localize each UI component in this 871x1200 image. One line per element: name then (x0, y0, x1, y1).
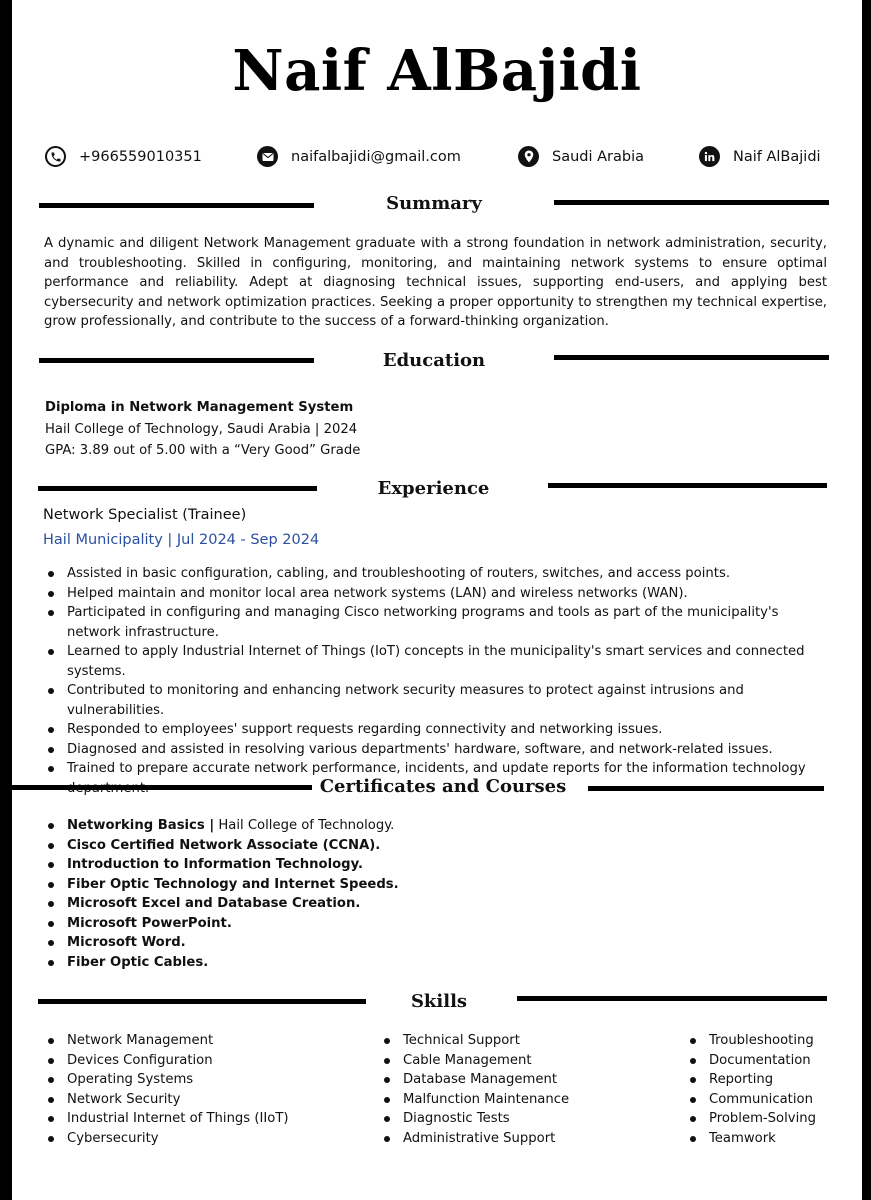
skills-column-1 (43, 1031, 363, 1148)
list-item: Teamwork (685, 1129, 855, 1149)
list-item: Fiber Optic Technology and Internet Speeds. (43, 875, 643, 895)
list-item: Participated in configuring and managing Cisco networking programs and tools as part of the municipality's network infrastructure. (43, 603, 823, 642)
section-title-experience: Experience (377, 478, 490, 499)
experience-bullets (43, 564, 823, 798)
list-item: Network Security (43, 1090, 363, 1110)
email-text[interactable]: naifalbajidi@gmail.com (291, 148, 461, 165)
list-item: Documentation (685, 1051, 855, 1071)
section-rule-right (548, 483, 827, 488)
list-item: Fiber Optic Cables. (43, 953, 643, 973)
list-item: Cisco Certified Network Associate (CCNA). (43, 836, 643, 856)
email-icon (257, 146, 278, 167)
list-item: Problem-Solving (685, 1109, 855, 1129)
certificate-issuer: Hail College of Technology. (214, 818, 395, 833)
section-rule-right (517, 996, 827, 1001)
skills-column-2 (379, 1031, 679, 1148)
list-item: Troubleshooting (685, 1031, 855, 1051)
list-item: Technical Support (379, 1031, 679, 1051)
contact-linkedin (699, 146, 821, 167)
list-item: Reporting (685, 1070, 855, 1090)
summary-text: A dynamic and diligent Network Management graduate with a strong foundation in network administration, security, and troubleshooting. Skilled in configuring, monitoring, and maintaining network systems to ensure optimal performance and reliability. Adept at diagnosing technical issues, supporting end-users, and applying best cybersecurity and network optimization practices. Seeking a proper opportunity to strengthen my technical expertise, grow professionally, and contribute to the success of a forward-thinking organization. (44, 236, 827, 330)
list-item: Administrative Support (379, 1129, 679, 1149)
list-item: Diagnosed and assisted in resolving various departments' hardware, software, and network-related issues. (43, 740, 823, 760)
location-text: Saudi Arabia (552, 148, 645, 165)
certificate-title: Networking Basics | (67, 818, 215, 833)
list-item: Microsoft Word. (43, 933, 643, 953)
list-item: Contributed to monitoring and enhancing network security measures to protect against intrusions and vulnerabilities. (43, 681, 823, 720)
list-item (43, 816, 643, 836)
list-item: Industrial Internet of Things (IIoT) (43, 1109, 363, 1129)
list-item: Helped maintain and monitor local area network systems (LAN) and wireless networks (WAN). (43, 584, 823, 604)
list-item: Microsoft Excel and Database Creation. (43, 894, 643, 914)
resume-page (12, 0, 862, 1200)
experience-organization: Hail Municipality | Jul 2024 - Sep 2024 (43, 532, 320, 548)
section-rule-right (588, 786, 824, 791)
contact-email (257, 146, 461, 167)
contact-location (518, 146, 644, 167)
location-pin-icon (518, 146, 539, 167)
education-gpa: GPA: 3.89 out of 5.00 with a “Very Good” Grade (45, 443, 361, 458)
list-item: Cybersecurity (43, 1129, 363, 1149)
certificates-list (43, 816, 643, 972)
contact-row (12, 146, 862, 176)
contact-phone (45, 146, 202, 167)
list-item: Microsoft PowerPoint. (43, 914, 643, 934)
list-item: Assisted in basic configuration, cabling, and troubleshooting of routers, switches, and access points. (43, 564, 823, 584)
list-item: Cable Management (379, 1051, 679, 1071)
skills-column-3 (685, 1031, 855, 1148)
list-item: Database Management (379, 1070, 679, 1090)
linkedin-icon (699, 146, 720, 167)
candidate-name: Naif AlBajidi (232, 38, 642, 104)
experience-role: Network Specialist (Trainee) (43, 507, 247, 523)
list-item: Operating Systems (43, 1070, 363, 1090)
list-item: Network Management (43, 1031, 363, 1051)
education-degree: Diploma in Network Management System (45, 400, 354, 415)
section-rule-left (38, 999, 366, 1004)
phone-text[interactable]: +966559010351 (79, 148, 202, 165)
education-school: Hail College of Technology, Saudi Arabia | 2024 (45, 422, 358, 437)
list-item: Trained to prepare accurate network performance, incidents, and update reports for the information technology (43, 759, 823, 798)
section-title-certificates: Certificates and Courses (319, 776, 567, 797)
list-item: Devices Configuration (43, 1051, 363, 1071)
section-rule-left (12, 785, 312, 790)
linkedin-text[interactable]: Naif AlBajidi (733, 148, 821, 165)
section-rule-left (38, 486, 317, 491)
phone-icon (45, 146, 66, 167)
section-title-skills: Skills (410, 991, 468, 1012)
section-title-education: Education (382, 350, 486, 371)
section-rule-right (554, 355, 829, 360)
list-item: Responded to employees' support requests regarding connectivity and networking issues. (43, 720, 823, 740)
section-rule-left (39, 203, 314, 208)
list-item: Diagnostic Tests (379, 1109, 679, 1129)
list-item: Communication (685, 1090, 855, 1110)
section-title-summary: Summary (386, 193, 482, 214)
list-item: Introduction to Information Technology. (43, 855, 643, 875)
education-block (45, 397, 645, 461)
list-item: Malfunction Maintenance (379, 1090, 679, 1110)
section-rule-right (554, 200, 829, 205)
section-rule-left (39, 358, 314, 363)
list-item: Learned to apply Industrial Internet of Things (IoT) concepts in the municipality's smart services and connected systems. (43, 642, 823, 681)
